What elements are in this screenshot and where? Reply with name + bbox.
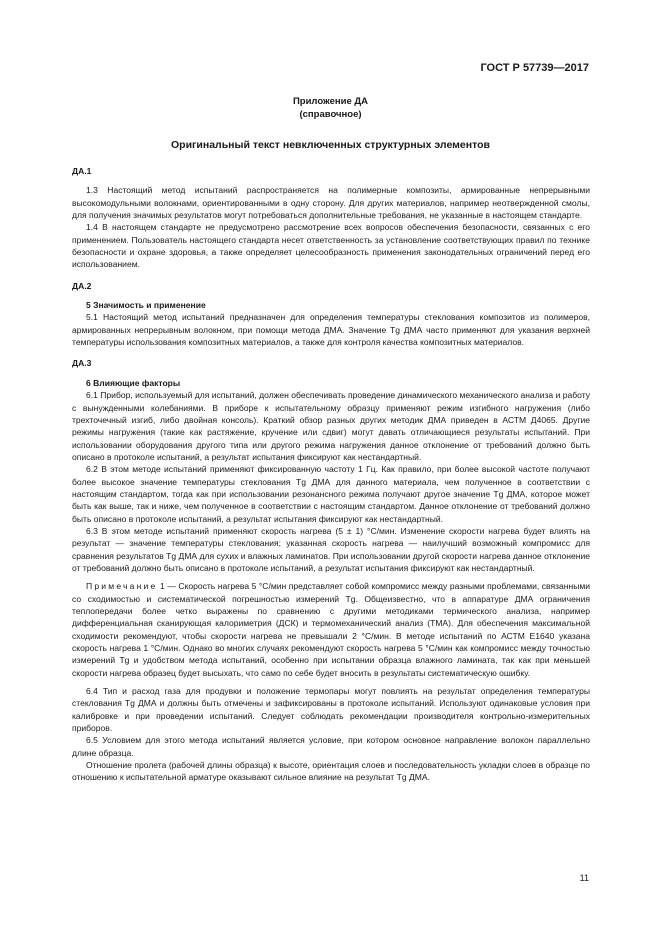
note-text: 1 — Скорость нагрева 5 °С/мин представляет собой компромисс между разными проблемами, связанными со сходимостью и систематической погрешностью измерений Tg. Общеизвестно, что в аппаратуре ДМА ограничения теплопередачи более четко выражены по сравнению с другими методиками термического анализа, например дифференциальная сканирующая калориметрия (ДСК) и термомеханический анализ (ТМА). Для обеспечения максимальной сходимости рекомендуют, чтобы скорости нагрева не превышали 2 °С/мин. В методе испытаний по АСТМ Е1640 указана скорость нагрева 1 °С/мин. Однако во многих случаях рекомендуют скорость нагрева 5 °С/мин как компромисс между точностью измерений Tg и удобством метода испытаний, особенно при испытании образца влажного ламината, так как при меньшей скорости нагрева образец будет высыхать, что само по себе будет вносить в результаты систематическую ошибку. <box>72 581 590 678</box>
paragraph-6-3: 6.3 В этом методе испытаний применяют скорость нагрева (5 ± 1) °С/мин. Изменение скорости нагрева будет влиять на результат — значение температуры стеклования; указанная скорость нагрева — наилучший возможный компромисс для сравнения результатов Tg ДМА для сухих и влажных ламинатов. При использовании другой скорости нагрева данное отклонение от требований должно быть описано в протоколе испытаний, а результат испытания фиксируют как нестандартный. <box>72 525 590 573</box>
section-label-da2: ДА.2 <box>72 280 92 291</box>
paragraph-span-ratio: Отношение пролета (рабочей длины образца) к высоте, ориентация слоев и последовательность укладки слоев в образце по отношению к испытательной арматуре оказывают сильное влияние на результат Tg ДМА. <box>72 760 590 783</box>
paragraph-1-4: 1.4 В настоящем стандарте не предусмотрено рассмотрение всех вопросов обеспечения безопасности, связанных с его применением. Пользователь настоящего стандарта несет ответственность за установление соответствующих правил по технике безопасности и охране здоровья, а также определяет целесообразность применения законодательных ограничений перед его использованием. <box>72 222 590 270</box>
appendix-subtitle: (справочное) <box>299 109 362 120</box>
paragraph-5-1: 5.1 Настоящий метод испытаний предназначен для определения температуры стеклования композитов из полимеров, армированных непрерывным волокном, при помощи метода ДМА. Значение Tg ДМА часто применяют для указания верхней температуры использования композитных материалов, а также для контроля качества композитных материалов. <box>72 312 590 348</box>
subheading-factors: 6 Влияющие факторы <box>86 377 181 388</box>
note-label: Примечание <box>86 581 158 592</box>
paragraph-6-5: 6.5 Условием для этого метода испытаний является условие, при котором основное направление волокон параллельно длине образца. <box>72 735 590 758</box>
appendix-heading: Оригинальный текст невключенных структурных элементов <box>171 139 490 151</box>
document-body <box>72 165 590 784</box>
paragraph-6-4: 6.4 Тип и расход газа для продувки и положение термопары могут повлиять на результат определения температуры стеклования Tg ДМА и должны быть отмечены и зафиксированы в протоколе испытаний. Используют одинаковые условия при калибровке и при проведении испытаний. Следует соблюдать рекомендации производителя контрольно-измерительных приборов. <box>72 686 590 734</box>
paragraph-6-1: 6.1 Прибор, используемый для испытаний, должен обеспечивать проведение динамического механического анализа и работу с вынужденными колебаниями. В приборе к испытательному образцу применяют режим изгибного нагружения (либо трехточечный изгиб, либо двойная консоль). Краткий обзор разных других методик ДМА приведен в АСТМ Д4065. Другие режимы нагружения (такие как растяжение, кручение или сдвиг) могут давать отличающиеся результаты испытаний. При использовании оборудования другого типа или другого режима нагружения данное отклонение от требований должно быть описано в протоколе испытаний, а результат испытания фиксируют как нестандартный. <box>72 390 590 462</box>
paragraph-6-2: 6.2 В этом методе испытаний применяют фиксированную частоту 1 Гц. Как правило, при более высокой частоте получают более высокое значение температуры стеклования Tg ДМА для данного материала, чем полученное в соответствии с настоящим стандартом, тогда как при использовании резонансного режима получают другое значение Tg ДМА, которое может быть как выше, так и ниже, чем полученное в соответствии с настоящим стандартом. Данное отклонение от требований должно быть описано в протоколе испытаний, а результат испытания фиксируют как нестандартный. <box>72 464 590 524</box>
note-1 <box>72 580 590 679</box>
appendix-title: Приложение ДА <box>292 96 369 107</box>
paragraph-1-3: 1.3 Настоящий метод испытаний распространяется на полимерные композиты, армированные непрерывными высокомодульными волокнами, ориентированными в одну сторону. Для других материалов, например неотвержденной смолы, для получения значимых результатов могут потребоваться дополнительные требования, не указанные в настоящем стандарте. <box>72 185 590 221</box>
page-number: 11 <box>579 873 589 883</box>
subheading-significance: 5 Значимость и применение <box>86 300 206 311</box>
section-label-da1: ДА.1 <box>72 166 92 176</box>
appendix-header <box>0 95 661 121</box>
section-label-da3: ДА.3 <box>72 358 92 369</box>
standard-number: ГОСТ Р 57739—2017 <box>480 62 589 74</box>
